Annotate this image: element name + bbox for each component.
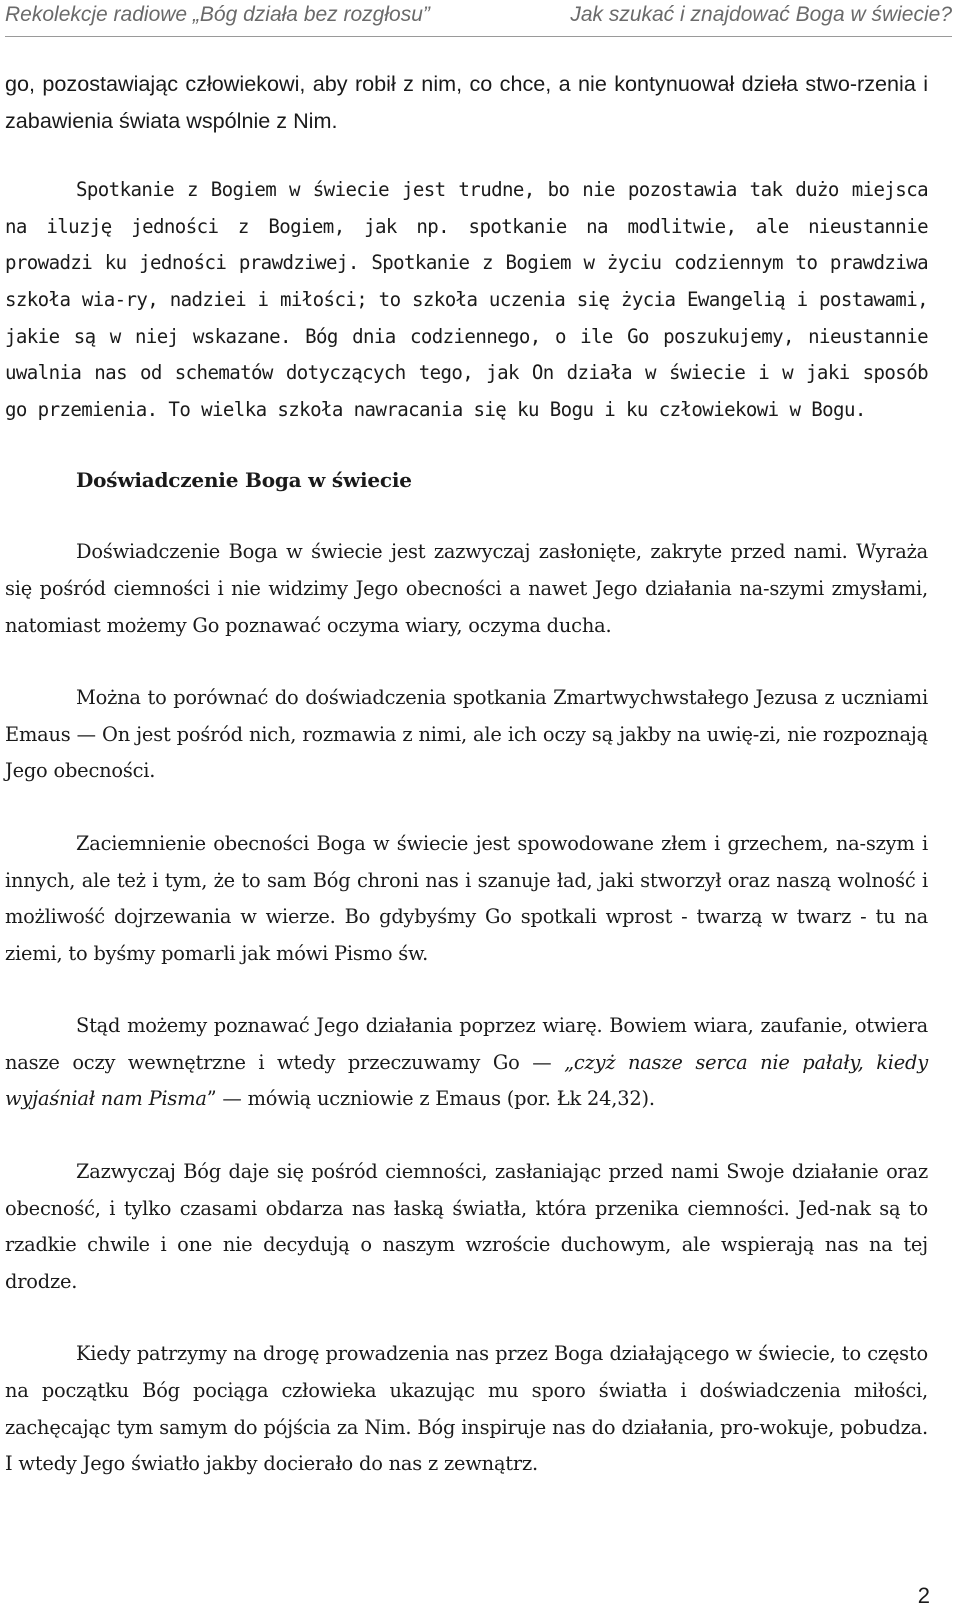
running-header xyxy=(5,0,952,37)
paragraph-text-end: ” — mówią uczniowie z Emaus (por. Łk 24,32). xyxy=(206,1087,655,1111)
paragraph-text: Doświadczenie Boga w świecie jest zazwyczaj zasłonięte, zakryte przed nami. Wyraża się pośród ciemności i nie widzimy Jego obecności a nawet Jego działania na-szymi zmysłami, natomiast możemy Go poznawać oczyma wiary, oczyma ducha. xyxy=(5,540,928,637)
paragraph-doswiadczenie xyxy=(5,534,928,644)
paragraph-continued: go, pozostawiając człowiekowi, aby robił z nim, co chce, a nie kontynuował dzieła stwo-rzenia i zabawienia świata wspólnie z Nim. xyxy=(5,71,928,133)
scripture-quote: „czyż nasze serca nie pałały, kiedy wyjaśniał nam Pisma xyxy=(5,1050,928,1111)
document-body xyxy=(5,66,928,1483)
paragraph-droga xyxy=(5,1336,928,1482)
section-heading: Doświadczenie Boga w świecie xyxy=(76,468,412,493)
paragraph-text: Zaciemnienie obecności Boga w świecie jest spowodowane złem i grzechem, na-szym i innych, ale też i tym, że to sam Bóg chroni nas i szanuje ład, jaki stworzył oraz naszą wolność i możliwość dojrzewania w wierze. Bo gdybyśmy Go spotkali wprost - twarzą w twarz - tu na ziemi, to byśmy pomarli jak mówi Pismo św. xyxy=(5,831,928,965)
paragraph-text: Spotkanie z Bogiem w świecie jest trudne, bo nie pozostawia tak dużo miejsca na iluzję jedności z Bogiem, jak np. spotkanie na modlitwie, ale nieustannie prowadzi ku jedności prawdziwej. Spotkanie z Bogiem w życiu codziennym to prawdziwa szkoła wia-ry, nadziei i miłości; to szkoła uczenia się życia Ewangelią i postawami, jakie są w niej wskazane. Bóg dnia codziennego, o ile Go poszukujemy, nieustannie uwalnia nas od schematów dotyczących tego, jak On działa w świecie i w jaki sposób go przemienia. To wielka szkoła nawracania się ku Bogu i ku człowiekowi w Bogu. xyxy=(5,178,928,421)
paragraph-spotkanie xyxy=(5,172,928,428)
paragraph-wiara xyxy=(5,1008,928,1118)
paragraph-ciemnosc xyxy=(5,1154,928,1300)
paragraph-text: Zazwyczaj Bóg daje się pośród ciemności, zasłaniając przed nami Swoje działanie oraz obecność, i tylko czasami obdarza nas łaską światła, która przenika ciemności. Jed-nak są to rzadkie chwile i one nie decydują o naszym wzroście duchowym, ale wspierają nas na tej drodze. xyxy=(5,1160,928,1293)
paragraph-zaciemnienie xyxy=(5,826,928,972)
paragraph-text: Można to porównać do doświadczenia spotkania Zmartwychwstałego Jezusa z uczniami Emaus — On jest pośród nich, rozmawia z nimi, ale ich oczy są jakby na uwię-zi, nie rozpoznają Jego obecności. xyxy=(5,686,928,783)
header-chapter-title: Jak szukać i znajdować Boga w świecie? xyxy=(570,3,952,26)
paragraph-emaus xyxy=(5,680,928,790)
paragraph-text: Stąd możemy poznawać Jego działania poprzez wiarę. Bowiem wiara, zaufanie, otwiera nasze oczy wewnętrzne i wtedy przeczuwamy Go — xyxy=(5,1014,928,1074)
header-series-title: Rekolekcje radiowe „Bóg działa bez rozgłosu” xyxy=(5,3,430,26)
paragraph-text: Kiedy patrzymy na drogę prowadzenia nas przez Boga działającego w świecie, to często na początku Bóg pociąga człowieka ukazując mu sporo światła i doświadczenia miłości, zachęcając tym samym do pójścia za Nim. Bóg inspiruje nas do działania, pro-wokuje, pobudza. I wtedy Jego światło jakby docierało do nas z zewnątrz. xyxy=(5,1342,928,1476)
page-number: 2 xyxy=(917,1583,930,1608)
